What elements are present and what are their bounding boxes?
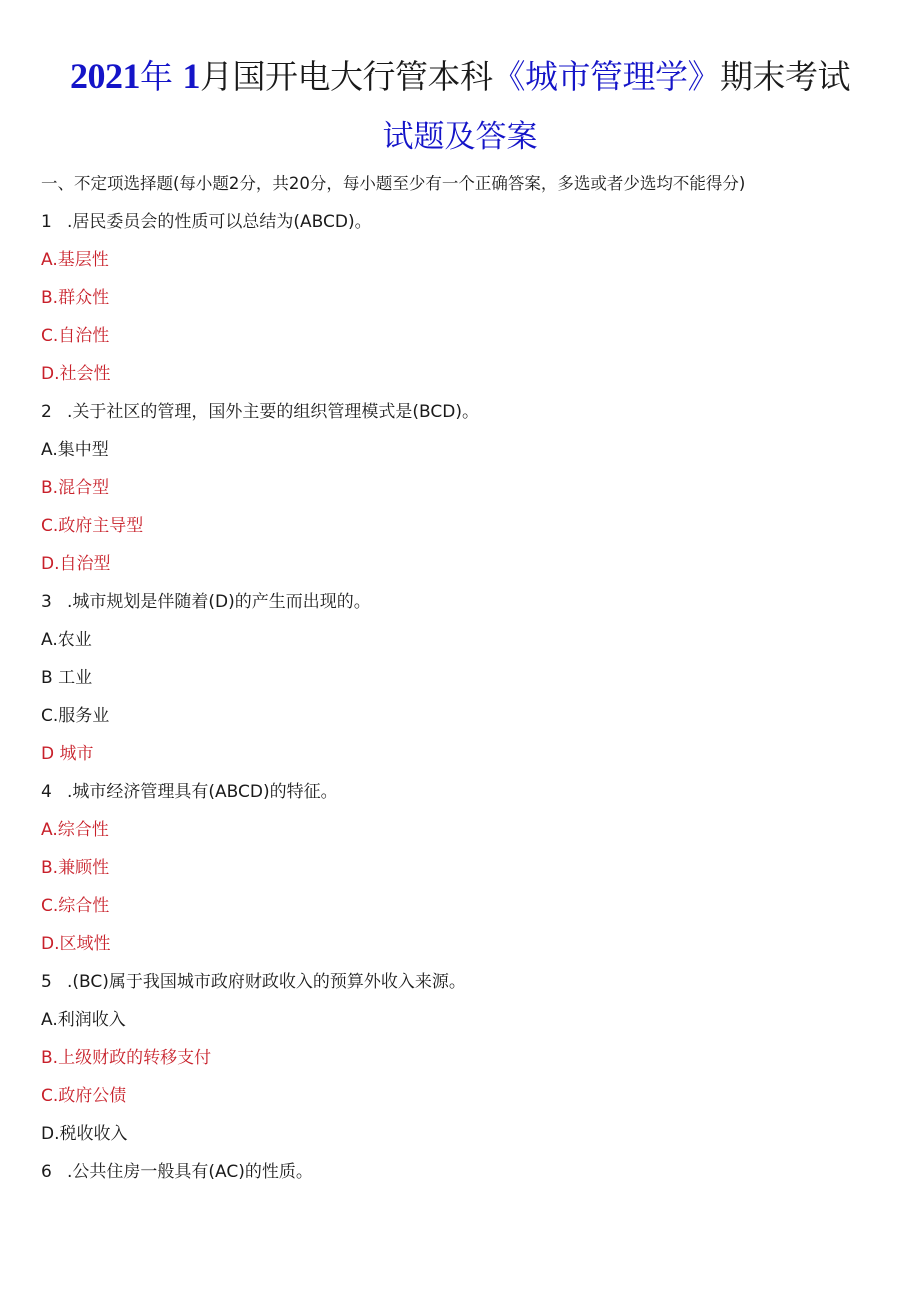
question-text: .关于社区的管理，国外主要的组织管理模式是(BCD)。 [67, 402, 479, 422]
question-stem [41, 968, 901, 1006]
question-text: .城市经济管理具有(ABCD)的特征。 [67, 782, 338, 802]
question-stem [41, 398, 901, 436]
question-number: 6 [41, 1162, 52, 1182]
answer-option-correct: B.群众性 [41, 288, 110, 308]
answer-option-correct: B.混合型 [41, 478, 110, 498]
question-stem [41, 778, 901, 816]
question-number: 5 [41, 972, 52, 992]
title-year-suffix: 年 [140, 57, 173, 96]
question-text: .城市规划是伴随着(D)的产生而出现的。 [67, 592, 371, 612]
title-year: 2021 [70, 56, 140, 96]
answer-option: B 工业 [41, 668, 93, 688]
question-stem [41, 588, 901, 626]
question-number: 2 [41, 402, 52, 422]
document-title [0, 52, 920, 101]
question-text: .(BC)属于我国城市政府财政收入的预算外收入来源。 [67, 972, 466, 992]
question-number: 1 [41, 212, 52, 232]
question-stem [41, 208, 901, 246]
title-end: 期末考试 [720, 57, 850, 96]
answer-option-correct: B.上级财政的转移支付 [41, 1048, 212, 1068]
title-course: 《城市管理学》 [492, 57, 720, 96]
answer-option-correct: D.社会性 [41, 364, 111, 384]
answer-option-correct: A.综合性 [41, 820, 109, 840]
answer-option-correct: A.基层性 [41, 250, 109, 270]
answer-option: A.利润收入 [41, 1010, 126, 1030]
answer-option-correct: D 城市 [41, 744, 94, 764]
question-number: 3 [41, 592, 52, 612]
question-stem [41, 1158, 901, 1196]
question-number: 4 [41, 782, 52, 802]
answer-option-correct: D.自治型 [41, 554, 111, 574]
answer-option-correct: C.政府主导型 [41, 516, 144, 536]
title-month: 1 [182, 56, 200, 96]
answer-option: D.税收收入 [41, 1124, 128, 1144]
answer-option-correct: C.政府公债 [41, 1086, 127, 1106]
answer-option-correct: C.综合性 [41, 896, 110, 916]
answer-option: C.服务业 [41, 706, 110, 726]
question-text: .居民委员会的性质可以总结为(ABCD)。 [67, 212, 372, 232]
answer-option-correct: C.自治性 [41, 326, 110, 346]
answer-option-correct: B.兼顾性 [41, 858, 110, 878]
answer-option-correct: D.区域性 [41, 934, 111, 954]
answer-option: A.农业 [41, 630, 92, 650]
question-text: .公共住房一般具有(AC)的性质。 [67, 1162, 313, 1182]
section-heading: 一、不定项选择题(每小题2分，共20分，每小题至少有一个正确答案，多选或者少选均不能得分) [41, 174, 746, 193]
answer-option: A.集中型 [41, 440, 109, 460]
document-subtitle: 试题及答案 [382, 119, 538, 155]
question-list [41, 208, 901, 1196]
title-mid: 月国开电大行管本科 [200, 57, 493, 96]
